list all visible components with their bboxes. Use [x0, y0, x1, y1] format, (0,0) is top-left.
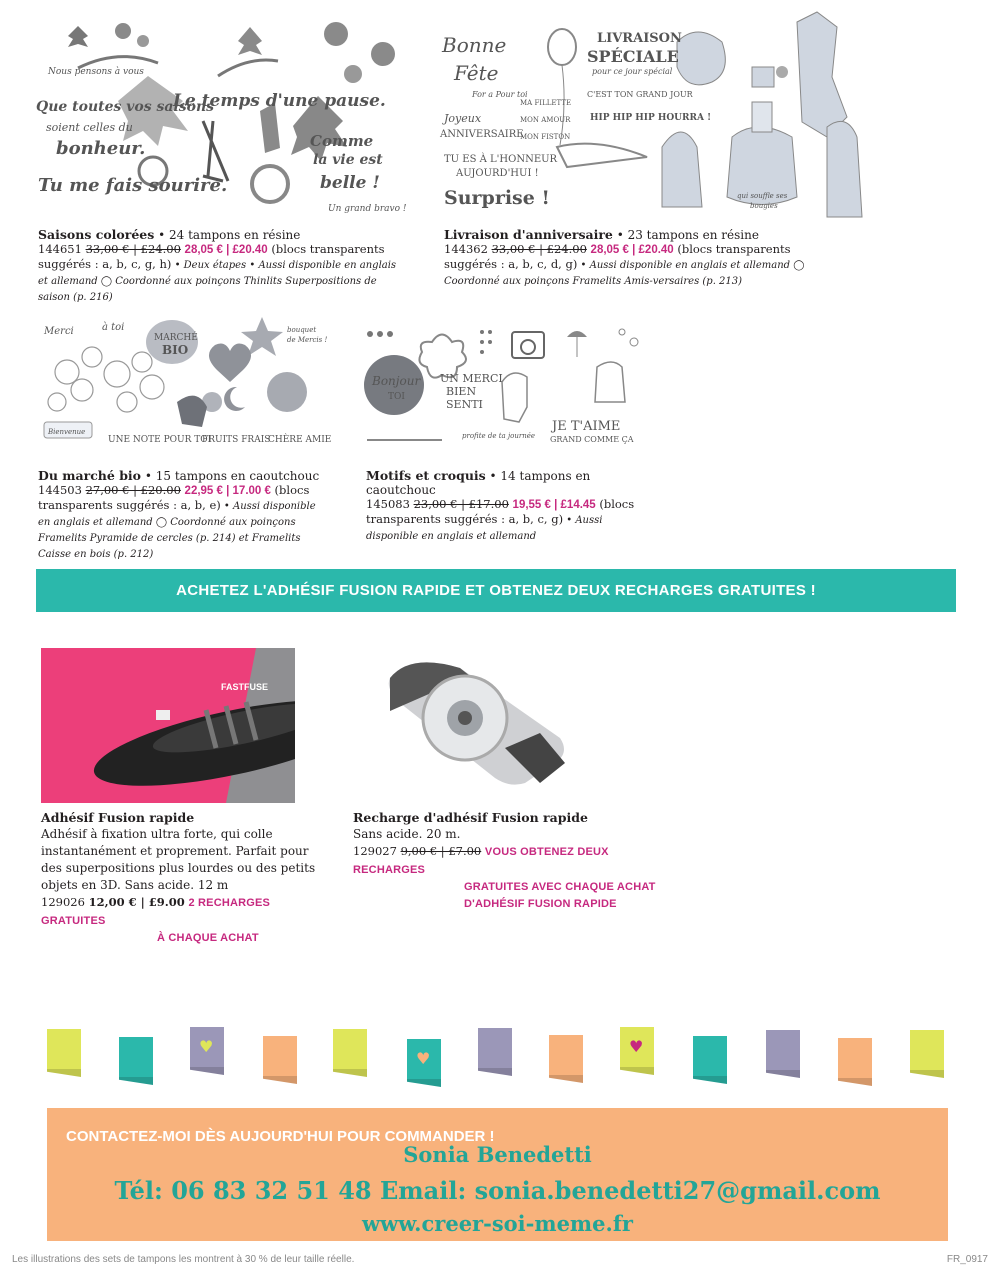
motifs-croquis-stamp-set-image: [362, 322, 662, 452]
stamp-text: C'EST TON GRAND JOUR: [587, 90, 693, 99]
product-title: Livraison d'anniversaire: [444, 227, 613, 242]
promo-text: D'ADHÉSIF FUSION RAPIDE: [464, 898, 617, 910]
stamp-text: Nous pensons à vous: [48, 67, 144, 77]
decorative-card: [766, 1030, 800, 1070]
stamp-text: JE T'AIME: [552, 419, 621, 434]
old-price: 33,00 € | £24.00: [491, 242, 587, 256]
product-count: • 23 tampons en résine: [612, 228, 759, 242]
product-count: • 14 tampons en caoutchouc: [366, 469, 591, 497]
new-price: 19,55 € | £14.45: [512, 499, 596, 511]
promo-text: 2 RECHARGES GRATUITES: [41, 897, 271, 927]
adhesive-caption: [41, 809, 316, 947]
old-price: 27,00 € | £20.00: [85, 483, 181, 497]
stamp-text: pour ce jour spécial: [592, 67, 673, 76]
product-note: • Aussi disponible en anglais et allemand: [366, 515, 603, 542]
card-fold: [263, 1076, 297, 1084]
product-title: Saisons colorées: [38, 227, 155, 242]
promo-text: À CHAQUE ACHAT: [157, 932, 259, 944]
stamp-text: Fête: [454, 61, 499, 85]
price: 12,00 € | £9.00: [88, 895, 185, 909]
contact-name: Sonia Benedetti: [403, 1142, 592, 1167]
stamp-text: Surprise !: [444, 187, 550, 209]
saisons-colorees-stamp-set-image: [28, 6, 408, 221]
stamp-text: BIO: [162, 343, 189, 357]
old-price: 23,00 € | £17.00: [413, 497, 509, 511]
decorative-card: [549, 1035, 583, 1075]
product-description: Sans acide. 20 m.: [353, 827, 461, 841]
decorative-card: [263, 1036, 297, 1076]
card-fold: [190, 1067, 224, 1075]
old-price: 33,00 € | £24.00: [85, 242, 181, 256]
stamp-text: CHÈRE AMIE: [268, 435, 332, 445]
stamp-text: MON AMOUR: [520, 116, 571, 124]
product-code: 144503: [38, 483, 82, 497]
card-fold: [620, 1067, 654, 1075]
stamp-text: Joyeux: [444, 112, 482, 125]
stamp-text: bonheur.: [56, 138, 146, 159]
stamp-text: UN MERCI: [440, 372, 503, 385]
decorative-card: [119, 1037, 153, 1077]
card-fold: [838, 1078, 872, 1086]
stamp-text: MARCHÉ: [154, 333, 198, 343]
adhesive-refill-photo: [380, 648, 575, 803]
footer-note: Les illustrations des sets de tampons les montrent à 30 % de leur taille réelle.: [12, 1254, 355, 1265]
footer-page-code: FR_0917: [946, 1254, 988, 1265]
product-caption-marche-bio: [38, 469, 323, 562]
product-caption-livraison-anniversaire: [444, 228, 839, 289]
product-note: • Aussi disponible en anglais et allemand ◯ Coordonné aux poinçons Framelits Pyramide de cercles (p. 214) et Framelits Caisse en bois (p. 212): [38, 501, 316, 560]
card-fold: [693, 1076, 727, 1084]
stamp-text: SPÉCIALE: [587, 47, 679, 66]
decorative-card: [190, 1027, 224, 1067]
product-title: Recharge d'adhésif Fusion rapide: [353, 810, 588, 825]
product-caption-motifs-croquis: [366, 469, 651, 544]
card-fold: [119, 1077, 153, 1085]
decorative-card: [910, 1030, 944, 1070]
stamp-text: Bonne: [442, 33, 507, 57]
product-title: Du marché bio: [38, 468, 142, 483]
decorative-card: [407, 1039, 441, 1079]
card-fold: [333, 1069, 367, 1077]
promo-text: GRATUITES AVEC CHAQUE ACHAT: [464, 881, 656, 893]
product-code: 129026: [41, 895, 85, 909]
product-code: 129027: [353, 844, 397, 858]
product-code: 145083: [366, 497, 410, 511]
new-price: 28,05 € | £20.40: [184, 244, 268, 256]
product-count: • 24 tampons en résine: [154, 228, 301, 242]
decorative-card: [333, 1029, 367, 1069]
decorative-card: [838, 1038, 872, 1078]
decorative-card: [47, 1029, 81, 1069]
card-fold: [549, 1075, 583, 1083]
stamp-text: à toi: [102, 322, 125, 333]
stamp-text: Un grand bravo !: [328, 204, 407, 214]
stamp-text: Bonjour: [372, 374, 421, 388]
stamp-text: soient celles du: [46, 121, 133, 134]
new-price: 28,05 € | £20.40: [590, 244, 674, 256]
product-detail: (blocs transparents suggérés : a, b, c, g): [366, 497, 635, 526]
stamp-text: SENTI: [446, 398, 483, 411]
fast-fuse-adhesive-photo: [41, 648, 295, 803]
contact-box: [47, 1108, 948, 1241]
stamp-text: Le temps d'une pause.: [173, 91, 386, 111]
product-code: 144651: [38, 242, 82, 256]
refill-caption: [353, 809, 683, 913]
product-detail: (blocs transparents suggérés : a, b, c, g, h): [38, 242, 385, 271]
stamp-text: GRAND COMME ÇA: [550, 435, 634, 444]
stamp-text: BIEN: [446, 385, 477, 398]
contact-call-to-action: CONTACTEZ-MOI DÈS AUJOURD'HUI POUR COMMANDER !: [66, 1128, 495, 1145]
stamp-text: LIVRAISON: [597, 31, 682, 46]
stamp-text: Bienvenue: [48, 428, 86, 436]
promo-banner: ACHETEZ L'ADHÉSIF FUSION RAPIDE ET OBTENEZ DEUX RECHARGES GRATUITES !: [36, 569, 956, 612]
stamp-text: Que toutes vos saisons: [36, 99, 215, 115]
card-fold: [910, 1070, 944, 1078]
stamp-text: qui souffle ses: [737, 192, 788, 200]
heart-icon: ♥: [199, 1037, 214, 1056]
decorative-card: [478, 1028, 512, 1068]
product-code: 144362: [444, 242, 488, 256]
product-detail: (blocs transparents suggérés : a, b, c, d, g): [444, 242, 791, 271]
stamp-text: FRUITS FRAIS: [202, 435, 271, 445]
heart-icon: ♥: [416, 1049, 431, 1068]
stamp-text: belle !: [320, 173, 380, 193]
card-fold: [47, 1069, 81, 1077]
stamp-text: MON FISTON: [520, 133, 571, 141]
new-price: 22,95 € | 17.00 €: [184, 485, 271, 497]
card-fold: [478, 1068, 512, 1076]
brand-label: FASTFUSE: [221, 682, 269, 692]
stamp-text: TOI: [388, 392, 405, 402]
stamp-text: For a Pour toi: [472, 90, 528, 99]
promo-text: VOUS OBTENEZ DEUX RECHARGES: [353, 846, 609, 876]
card-fold: [766, 1070, 800, 1078]
product-note: • Aussi disponible en anglais et allemand ◯ Coordonné aux poinçons Framelits Amis-versaires (p. 213): [444, 260, 805, 287]
product-detail: (blocs transparents suggérés : a, b, e): [38, 483, 310, 512]
product-note: • Deux étapes • Aussi disponible en anglais et allemand ◯ Coordonné aux poinçons Thinlits Superpositions de saison (p. 216): [38, 260, 397, 303]
stamp-text: AUJOURD'HUI !: [456, 168, 539, 179]
product-description: Adhésif à fixation ultra forte, qui colle instantanément et proprement. Parfait pour des superpositions plus lourdes ou des petits objets en 3D. Sans acide. 12 m: [41, 827, 316, 892]
stamp-text: HIP HIP HIP HOURRA !: [590, 113, 712, 123]
stamp-text: profite de ta journée: [462, 432, 535, 440]
stamp-text: la vie est: [313, 152, 383, 168]
product-count: • 15 tampons en caoutchouc: [141, 469, 320, 483]
stamp-text: Comme: [310, 132, 374, 150]
stamp-text: MA FILLETTE: [520, 99, 572, 107]
card-fold: [407, 1079, 441, 1087]
stamp-text: ANNIVERSAIRE: [440, 129, 524, 140]
decorative-card: [620, 1027, 654, 1067]
contact-phone-email[interactable]: Tél: 06 83 32 51 48 Email: sonia.benedetti27@gmail.com: [114, 1176, 881, 1205]
stamp-text: bouquet: [287, 326, 317, 334]
stamp-text: UNE NOTE POUR TOI: [108, 435, 212, 445]
contact-website-link[interactable]: www.creer-soi-meme.fr: [362, 1211, 633, 1236]
livraison-anniversaire-stamp-set-image: [432, 2, 882, 222]
stamp-text: bougies: [750, 202, 778, 210]
old-price: 9,00 € | £7.00: [400, 844, 482, 858]
product-title: Adhésif Fusion rapide: [41, 810, 195, 825]
stamp-text: de Mercis !: [287, 336, 328, 344]
decorative-card: [693, 1036, 727, 1076]
heart-icon: ♥: [629, 1037, 644, 1056]
product-title: Motifs et croquis: [366, 468, 486, 483]
marche-bio-stamp-set-image: [32, 312, 352, 462]
stamp-text: Merci: [44, 326, 74, 337]
product-caption-saisons-colorees: [38, 228, 398, 305]
stamp-text: TU ES À L'HONNEUR: [444, 154, 558, 165]
stamp-text: Tu me fais sourire.: [38, 175, 228, 196]
